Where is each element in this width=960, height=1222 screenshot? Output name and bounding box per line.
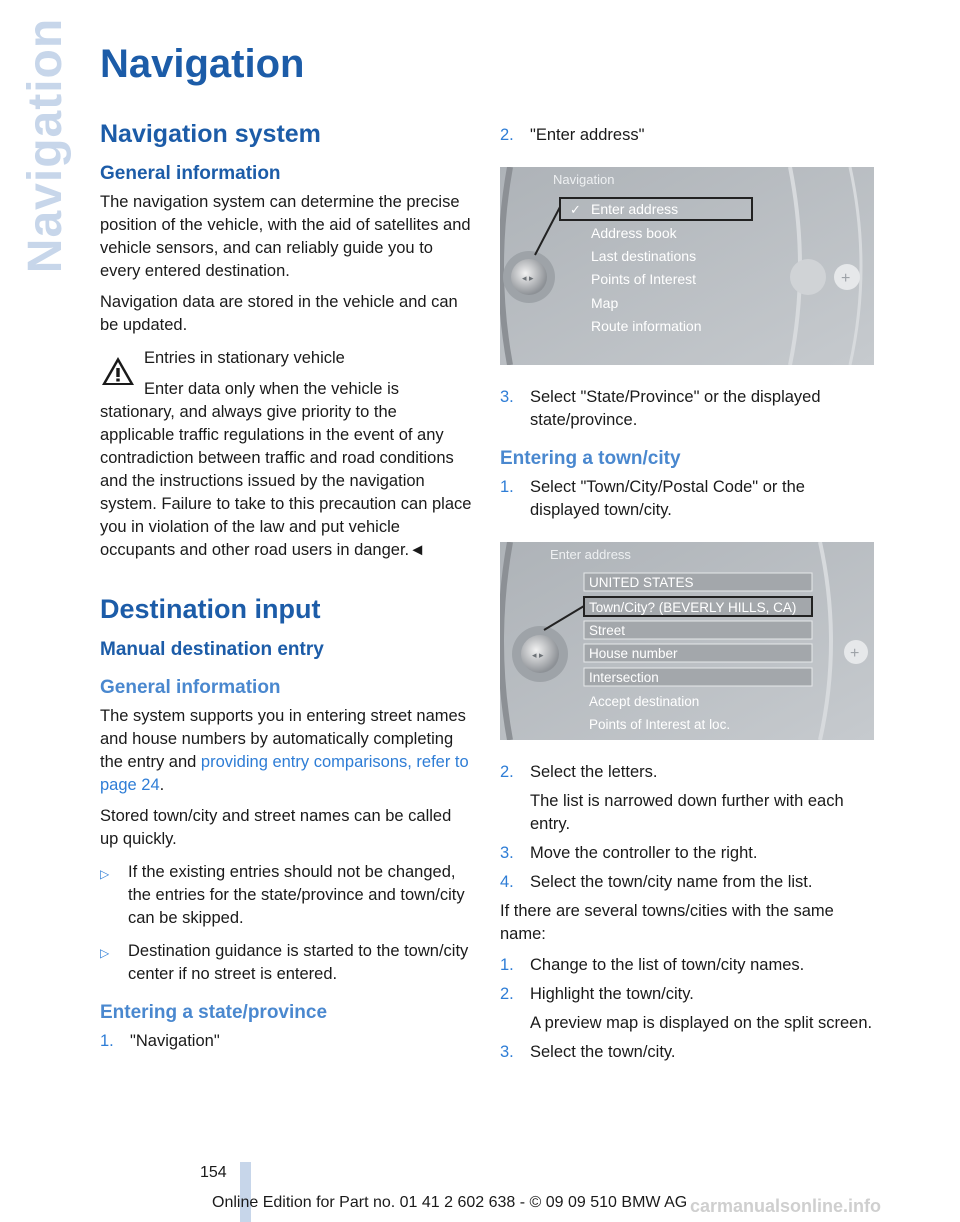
warning-body-text: Enter data only when the vehicle is stationary, and always give priority to the applicable traffic regulations in the event of any contradiction between traffic and road conditions and the instructions issued by the navigation system. Failure to take to this precaution can place you in violation of the law and put vehicle occupants and other road users in danger.◄ <box>100 380 472 559</box>
step-text: Highlight the town/city. <box>530 985 694 1003</box>
heading-destination-input: Destination input <box>100 594 321 624</box>
step-item <box>100 1030 474 1053</box>
step-item <box>500 124 874 147</box>
step-item <box>500 842 874 865</box>
step-number: 4. <box>500 873 514 891</box>
paragraph-precise-position: The navigation system can determine the precise position of the vehicle, with the aid of satellites and vehicle sensors, and can reliably guide you to every entered destination. <box>100 193 471 280</box>
paragraph-system-supports <box>100 705 474 797</box>
step-number: 2. <box>500 763 514 781</box>
paragraph-stored-names: Stored town/city and street names can be called up quickly. <box>100 807 452 848</box>
warning-title: Entries in stationary vehicle <box>144 349 345 367</box>
step-item <box>500 1041 874 1064</box>
svg-text:+: + <box>841 270 851 287</box>
step-text: "Navigation" <box>130 1032 220 1050</box>
heading-general-information-2: General information <box>100 677 281 698</box>
screen2-item[interactable]: UNITED STATES <box>589 575 694 590</box>
check-icon: ✓ <box>570 202 581 217</box>
list-item <box>100 861 474 930</box>
step-item <box>500 476 874 522</box>
screen2-item[interactable]: House number <box>589 646 678 661</box>
side-tab-label: Navigation <box>19 17 73 273</box>
step-item <box>500 761 874 784</box>
warning-body <box>100 378 474 562</box>
step-number: 2. <box>500 985 514 1003</box>
right-column <box>500 124 874 1070</box>
step-note: A preview map is displayed on the split screen. <box>530 1014 873 1032</box>
left-column <box>100 120 474 1059</box>
step-text: "Enter address" <box>530 126 645 144</box>
page-number: 154 <box>200 1164 227 1181</box>
screen1-item[interactable]: Points of Interest <box>591 271 697 287</box>
screenshot-navigation-menu <box>500 167 874 365</box>
bullet-arrow-icon: ▷ <box>100 946 110 960</box>
paragraph-several-towns: If there are several towns/cities with the same name: <box>500 902 834 943</box>
screen2-header: Enter address <box>550 547 631 562</box>
heading-general-information: General information <box>100 163 281 184</box>
screen1-item[interactable]: Enter address <box>591 201 679 217</box>
warning-triangle-icon <box>100 355 136 387</box>
step-text: Select the letters. <box>530 763 658 781</box>
footer-accent-bar <box>240 1162 251 1222</box>
screen1-item[interactable]: Route information <box>591 318 702 334</box>
heading-entering-town: Entering a town/city <box>500 448 681 469</box>
screen2-item[interactable]: Street <box>589 623 626 638</box>
screen2-item[interactable]: Intersection <box>589 670 659 685</box>
step-number: 3. <box>500 1043 514 1061</box>
step-number: 1. <box>500 478 514 496</box>
screen2-item[interactable]: Accept destination <box>589 694 700 709</box>
screenshot-enter-address <box>500 542 874 740</box>
watermark: carmanualsonline.info <box>690 1196 882 1216</box>
screen1-header: Navigation <box>553 172 615 187</box>
footer-edition: Online Edition for Part no. 01 41 2 602 638 - © 09 09 510 BMW AG <box>212 1194 688 1211</box>
link-entry-comparisons[interactable]: providing entry comparisons, refer to page 24 <box>100 753 469 794</box>
bullet-text: If the existing entries should not be changed, the entries for the state/province and town/city can be skipped. <box>128 863 465 927</box>
step-item <box>500 386 874 432</box>
screen1-item[interactable]: Last destinations <box>591 248 697 264</box>
step-text: Select the town/city. <box>530 1043 676 1061</box>
step-number: 2. <box>500 126 514 144</box>
step-item <box>500 954 874 977</box>
screen2-item[interactable]: Town/City? (BEVERLY HILLS, CA) <box>589 600 797 615</box>
step-item <box>500 871 874 894</box>
step-number: 3. <box>500 844 514 862</box>
step-note: The list is narrowed down further with each entry. <box>530 792 844 833</box>
side-tab-navigation <box>19 17 73 273</box>
svg-text:◂ ▸: ◂ ▸ <box>532 650 544 660</box>
screen1-item[interactable]: Address book <box>591 225 677 241</box>
paragraph-navigation-data: Navigation data are stored in the vehicle and can be updated. <box>100 293 458 334</box>
screen1-item[interactable]: Map <box>591 295 619 311</box>
heading-entering-state: Entering a state/province <box>100 1002 328 1023</box>
step-number: 1. <box>500 956 514 974</box>
paragraph-period: . <box>159 776 165 794</box>
step-number: 3. <box>500 388 514 406</box>
bullet-text: Destination guidance is started to the town/city center if no street is entered. <box>128 942 469 983</box>
bullet-arrow-icon: ▷ <box>100 867 110 881</box>
step-text: Move the controller to the right. <box>530 844 758 862</box>
step-number: 1. <box>100 1032 114 1050</box>
heading-manual-destination-entry: Manual destination entry <box>100 639 324 660</box>
screen2-item[interactable]: Points of Interest at loc. <box>589 717 731 732</box>
svg-text:◂ ▸: ◂ ▸ <box>522 273 534 283</box>
step-text: Select "State/Province" or the displayed state/province. <box>530 388 821 429</box>
step-text: Change to the list of town/city names. <box>530 956 805 974</box>
step-item <box>500 983 874 1006</box>
heading-navigation-system: Navigation system <box>100 120 321 148</box>
list-item <box>100 940 474 986</box>
page-title: Navigation <box>100 42 305 86</box>
step-text: Select "Town/City/Postal Code" or the displayed town/city. <box>530 478 805 519</box>
paragraph-system-supports-text: The system supports you in entering street names and house numbers by automatically completing the entry and <box>100 707 466 771</box>
warning-block <box>100 347 474 562</box>
step-text: Select the town/city name from the list. <box>530 873 813 891</box>
svg-text:+: + <box>850 645 860 662</box>
